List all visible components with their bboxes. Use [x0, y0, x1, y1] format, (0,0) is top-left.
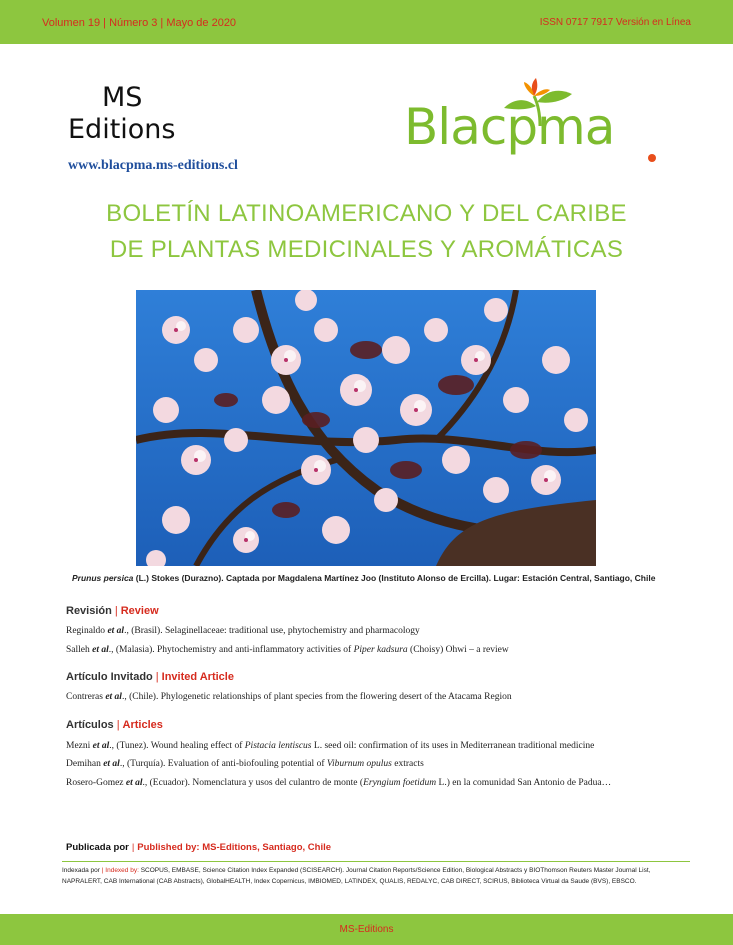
section-review-es: Revisión: [66, 605, 112, 617]
article-entry-3[interactable]: Rosero-Gomez et al., (Ecuador). Nomenclatura y usos del culantro de monte (Eryngium foetidum L.) en la comunidad San Antonio de Padua…: [66, 778, 612, 788]
review-entry-1[interactable]: Reginaldo et al., (Brasil). Selaginellaceae: traditional use, phytochemistry and pharmacology: [66, 626, 420, 636]
ms-editions-logo: [66, 82, 206, 146]
indexing-info: [62, 866, 692, 887]
journal-url[interactable]: www.blacpma.ms-editions.cl: [68, 158, 238, 173]
section-separator: |: [155, 671, 159, 683]
blacpma-logo: [404, 78, 664, 168]
section-separator: |: [114, 605, 118, 617]
section-articles: [66, 719, 163, 731]
section-separator: |: [116, 719, 120, 731]
invited-entry-1[interactable]: Contreras et al., (Chile). Phylogenetic relationships of plant species from the flowering desert of the Atacama Region: [66, 692, 512, 702]
ms-logo-line1: MS: [102, 82, 143, 113]
section-review: [66, 605, 159, 617]
published-by: [66, 842, 331, 853]
indexed-list: SCOPUS, EMBASE, Science Citation Index Expanded (SCISEARCH). Journal Citation Reports/Science Edition, Biological Abstracts y BIOThomson Reuters Master Journal List, NAPRALERT, CAB International (CAB Abstracts), GlobalHEALTH, Index Copernicus, IMBIOMED, LATINDEX, QUALIS, REDALYC, CAB DIRECT, SCIRUS, Biblioteca Virtual da Saude (BVS), EBSCO.: [62, 867, 651, 885]
logo-dot: [648, 154, 656, 162]
indexed-en: Indexed by:: [105, 867, 139, 874]
published-by-en: Published by: MS-Editions, Santiago, Chile: [137, 842, 332, 853]
section-articles-es: Artículos: [66, 719, 114, 731]
top-banner: [0, 0, 733, 44]
caption-text: (L.) Stokes (Durazno). Captada por Magdalena Martínez Joo (Instituto Alonso de Ercilla). Lugar: Estación Central, Santiago, Chile: [133, 573, 656, 583]
photo-caption: [72, 573, 672, 583]
section-articles-en: Articles: [122, 719, 163, 731]
section-review-en: Review: [120, 605, 159, 617]
review-entry-2[interactable]: Salleh et al., (Malasia). Phytochemistry and anti-inflammatory activities of Piper kadsura (Choisy) Ohwi – a review: [66, 645, 509, 655]
published-separator: |: [131, 842, 135, 853]
section-invited-es: Artículo Invitado: [66, 671, 153, 683]
published-by-es: Publicada por: [66, 842, 129, 853]
indexed-es: Indexada por: [62, 867, 100, 874]
bottom-banner: [0, 914, 733, 945]
caption-species: Prunus persica: [72, 573, 134, 583]
cover-photo: [136, 290, 596, 566]
divider: [62, 861, 690, 862]
footer-publisher: MS-Editions: [339, 924, 394, 935]
ms-logo-line2: Editions: [68, 114, 176, 145]
indexed-separator: |: [101, 867, 104, 874]
issue-info: Volumen 19 | Número 3 | Mayo de 2020: [42, 17, 237, 29]
journal-title-line1: BOLETÍN LATINOAMERICANO Y DEL CARIBE: [106, 200, 627, 227]
section-invited-en: Invited Article: [161, 671, 234, 683]
blacpma-logo-text: Blacpma: [404, 98, 615, 156]
article-entry-2[interactable]: Demihan et al., (Turquía). Evaluation of anti-biofouling potential of Viburnum opulus extracts: [66, 759, 424, 769]
issn-info: ISSN 0717 7917 Versión en Línea: [539, 17, 691, 28]
article-entry-1[interactable]: Mezni et al., (Tunez). Wound healing effect of Pistacia lentiscus L. seed oil: confirmation of its uses in Mediterranean traditional medicine: [66, 741, 595, 751]
journal-title-line2: DE PLANTAS MEDICINALES Y AROMÁTICAS: [109, 236, 624, 263]
section-invited: [66, 671, 234, 683]
